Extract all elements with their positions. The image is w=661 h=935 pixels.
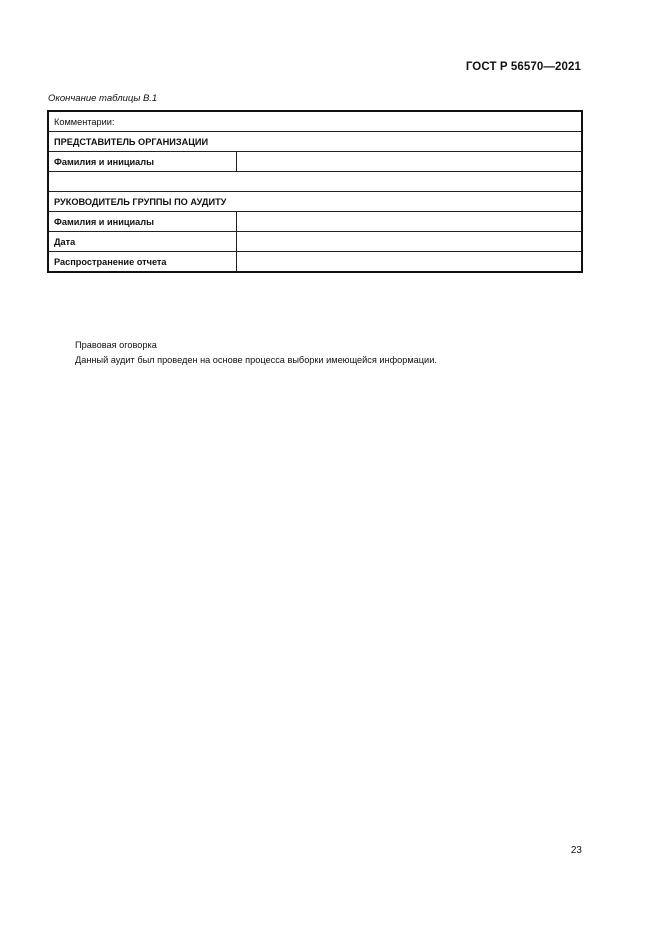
lead-auditor-heading: РУКОВОДИТЕЛЬ ГРУППЫ ПО АУДИТУ <box>48 192 582 212</box>
date-field[interactable] <box>236 232 582 252</box>
distribution-row <box>48 252 582 273</box>
comments-cell[interactable] <box>48 111 582 132</box>
legal-notes <box>75 338 437 368</box>
date-row <box>48 232 582 252</box>
distribution-field[interactable] <box>236 252 582 273</box>
org-rep-heading-row <box>48 132 582 152</box>
date-label: Дата <box>48 232 236 252</box>
org-rep-heading: ПРЕДСТАВИТЕЛЬ ОРГАНИЗАЦИИ <box>48 132 582 152</box>
lead-name-field[interactable] <box>236 212 582 232</box>
legal-title: Правовая оговорка <box>75 340 157 350</box>
audit-signoff-table <box>47 110 583 273</box>
comments-label: Комментарии: <box>54 116 115 127</box>
org-rep-name-label: Фамилия и инициалы <box>48 152 236 172</box>
org-rep-name-field[interactable] <box>236 152 582 172</box>
distribution-label: Распространение отчета <box>48 252 236 273</box>
comments-row <box>48 111 582 132</box>
standard-code: ГОСТ Р 56570—2021 <box>465 61 581 73</box>
lead-name-row <box>48 212 582 232</box>
spacer-row <box>48 172 582 192</box>
lead-name-label: Фамилия и инициалы <box>48 212 236 232</box>
legal-text: Данный аудит был проведен на основе процесса выборки имеющейся информации. <box>75 355 437 365</box>
org-rep-name-row <box>48 152 582 172</box>
spacer-cell <box>48 172 582 192</box>
table-caption: Окончание таблицы В.1 <box>48 93 158 104</box>
page-number: 23 <box>570 845 582 856</box>
lead-auditor-heading-row <box>48 192 582 212</box>
